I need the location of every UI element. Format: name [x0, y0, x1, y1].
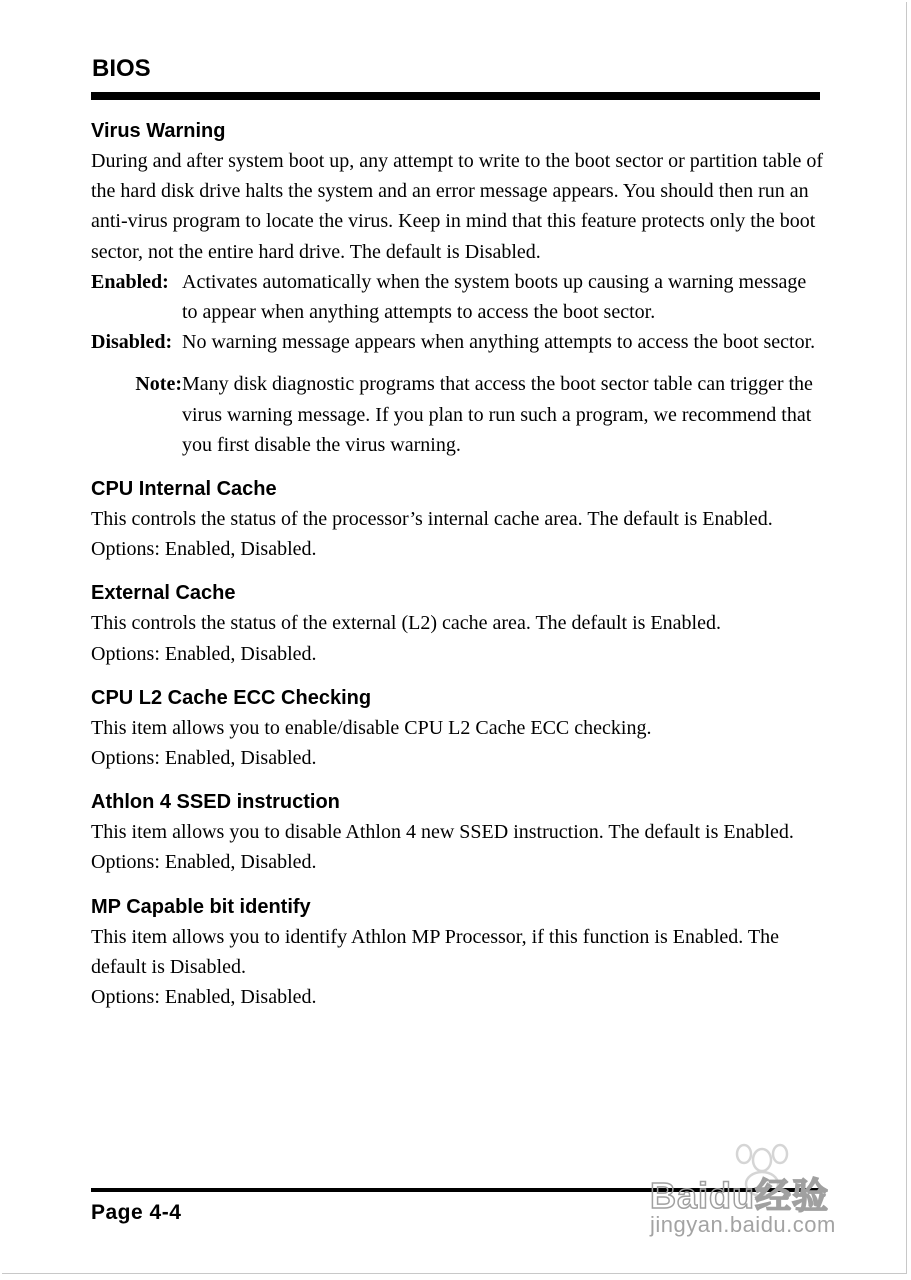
note [91, 369, 826, 460]
section-heading: Athlon 4 SSED instruction [91, 791, 340, 814]
page-number: Page 4-4 [91, 1201, 182, 1224]
section-options: Options: Enabled, Disabled. [91, 986, 317, 1009]
section-options: Options: Enabled, Disabled. [91, 851, 317, 874]
section-heading: Virus Warning [91, 120, 226, 142]
section-body: This controls the status of the processor’s internal cache area. The default is Enabled. [91, 508, 773, 531]
section-options: Options: Enabled, Disabled. [91, 538, 317, 561]
option-enabled [91, 267, 826, 327]
header-rule [91, 92, 820, 100]
section-mp-capable [91, 892, 826, 1013]
option-description: Activates automatically when the system boots up causing a warning message to appear when anything attempts to access the boot sector. [182, 270, 807, 324]
page-content [91, 116, 826, 1012]
section-body: This item allows you to enable/disable CPU L2 Cache ECC checking. [91, 716, 652, 739]
section-heading: MP Capable bit identify [91, 895, 311, 918]
section-body: This controls the status of the external (L2) cache area. The default is Enabled. [91, 612, 721, 635]
option-label: Enabled: [91, 270, 169, 293]
section-cpu-internal-cache [91, 474, 826, 564]
option-description: No warning message appears when anything attempts to access the boot sector. [182, 331, 816, 354]
watermark-url: jingyan.baidu.com [650, 1212, 836, 1237]
section-body: During and after system boot up, any attempt to write to the boot sector or partition table of the hard disk drive halts the system and an error message appears. You should then run an anti-virus program to locate the virus. Keep in mind that this feature protects only the boot sector, not the entire hard drive. The default is Disabled. [91, 150, 824, 263]
section-heading: CPU L2 Cache ECC Checking [91, 686, 372, 709]
note-label: Note: [135, 373, 182, 396]
section-body: This item allows you to identify Athlon MP Processor, if this function is Enabled. The default is Disabled. [91, 925, 780, 978]
section-external-cache [91, 578, 826, 668]
section-heading: CPU Internal Cache [91, 478, 277, 501]
watermark-brand: Baidu经验 [650, 1175, 830, 1216]
option-disabled [91, 327, 826, 357]
section-body: This item allows you to disable Athlon 4 new SSED instruction. The default is Enabled. [91, 821, 794, 844]
section-cpu-l2-ecc [91, 683, 826, 773]
page-header-title: BIOS [92, 55, 151, 82]
section-athlon-ssed [91, 787, 826, 877]
note-text: Many disk diagnostic programs that access the boot sector table can trigger the virus warning message. If you plan to run such a program, we recommend that you first disable the virus warning. [182, 373, 813, 456]
section-options: Options: Enabled, Disabled. [91, 747, 317, 770]
option-label: Disabled: [91, 331, 173, 354]
section-virus-warning [91, 116, 826, 460]
section-options: Options: Enabled, Disabled. [91, 642, 317, 665]
section-heading: External Cache [91, 582, 236, 605]
